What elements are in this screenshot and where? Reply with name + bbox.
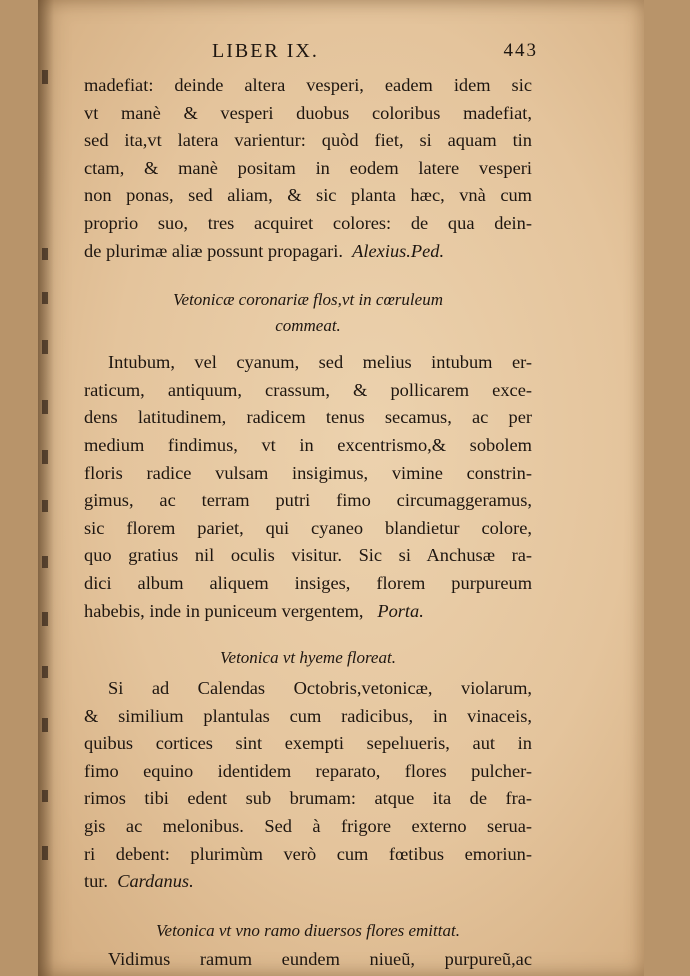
text-line: & similium plantulas cum radicibus, in vinaceis, [84, 705, 532, 726]
bleed-mark [42, 292, 48, 304]
running-head-title: LIBER IX. [212, 40, 319, 62]
text-line: gimus, ac terram putri fimo circumaggeramus, [84, 490, 532, 511]
text-line: quibus cortices sint exempti sepelıueris, aut in [84, 733, 532, 754]
bleed-mark [42, 248, 48, 260]
section-body [84, 946, 532, 976]
binding-gutter [38, 0, 54, 976]
text-line: ctam, & manè positam in eodem latere vesperi [84, 157, 532, 178]
bleed-mark [42, 846, 48, 860]
section-heading: Vetonica vt vno ramo diuersos flores emittat. [156, 920, 460, 940]
text-line: vt manè & vesperi duobus coloribus madefiat, [84, 102, 532, 123]
text-line: medium findimus, vt in excentrismo,& sobolem [84, 434, 532, 455]
text-line: floris radice vulsam insigimus, vimine constrin- [84, 462, 532, 483]
bleed-mark [42, 450, 48, 464]
text-line: Vidimus ramum eundem niueũ, purpureũ,ac [108, 948, 532, 969]
text-line: Si ad Calendas Octobris,vetonicæ, violarum, [108, 678, 532, 699]
text-line: gis ac melonibus. Sed à frigore externo serua- [84, 816, 532, 837]
bleed-mark [42, 666, 48, 678]
bleed-mark [42, 500, 48, 512]
author-attribution: Porta. [377, 600, 424, 621]
section-continuation [84, 72, 532, 265]
text-line [84, 238, 532, 266]
bleed-mark [42, 612, 48, 626]
text-line: madefiat: deinde altera vesperi, eadem idem sic [84, 75, 532, 95]
text-line: proprio suo, tres acquiret colores: de qua dein- [84, 212, 532, 233]
author-attribution: Alexius.Ped. [352, 240, 445, 261]
text-line: rimos tibi edent sub brumam: atque ita de fra- [84, 788, 532, 809]
text-block [84, 40, 538, 976]
text-line: ri debent: plurimùm verò cum fœtibus emoriun- [84, 843, 532, 864]
text-line [84, 598, 532, 626]
bleed-mark [42, 70, 48, 84]
text-line: fimo equino identidem reparato, flores pulcher- [84, 760, 532, 781]
text-line-content: habebis, inde in puniceum vergentem, [84, 600, 364, 621]
section-heading-line2: commeat. [275, 316, 341, 336]
text-line [84, 868, 532, 896]
bleed-mark [42, 790, 48, 802]
page-number: 443 [503, 40, 538, 61]
text-line-content: de plurimæ aliæ possunt propagari. [84, 240, 343, 261]
text-line: sic florem pariet, qui cyaneo blandietur colore, [84, 517, 532, 538]
bleed-mark [42, 400, 48, 414]
text-line: sed ita,vt latera varientur: quòd fiet, si aquam tin [84, 130, 532, 151]
bleed-mark [42, 718, 48, 732]
text-line: dens latitudinem, radicem tenus secamus, ac per [84, 407, 532, 428]
author-attribution: Cardanus. [117, 871, 194, 892]
text-line: Intubum, vel cyanum, sed melius intubum er- [108, 352, 532, 373]
text-line: non ponas, sed aliam, & sic planta hæc, vnà cum [84, 185, 532, 206]
bleed-mark [42, 556, 48, 568]
running-head [84, 40, 538, 72]
section-body [84, 349, 532, 625]
section-heading: Vetonicæ coronariæ flos,vt in cœruleum [173, 290, 443, 310]
text-line: dici album aliquem insiges, florem purpureum [84, 572, 532, 593]
text-line-content: tur. [84, 871, 109, 892]
section-body [84, 675, 532, 896]
section-heading: Vetonica vt hyeme floreat. [220, 648, 396, 668]
bleed-mark [42, 340, 48, 354]
text-line: raticum, antiquum, crassum, & pollicarem exce- [84, 379, 532, 400]
text-line: quo gratius nil oculis visitur. Sic si Anchusæ ra- [84, 545, 532, 566]
